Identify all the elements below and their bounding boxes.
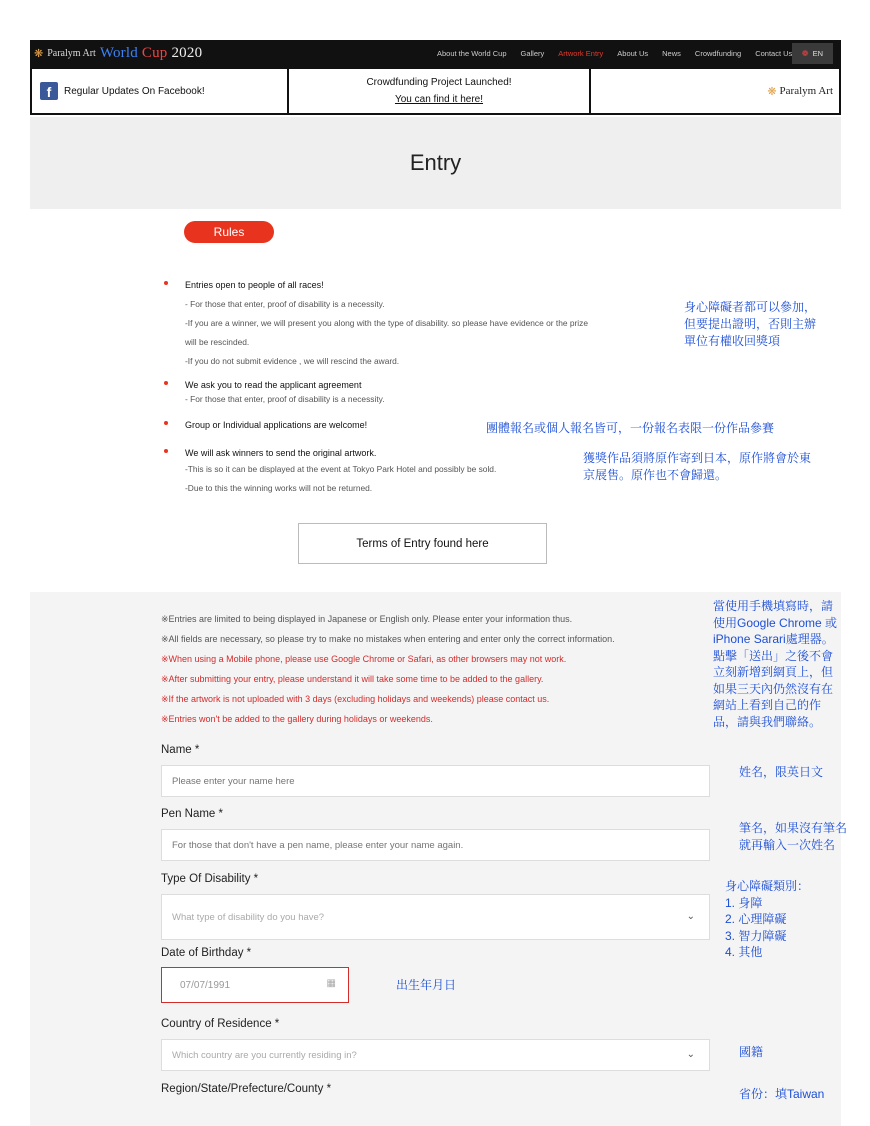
annotation-mobile: 當使用手機填寫時，請 使用Google Chrome 或 iPhone Sarari處理器。 點擊「送出」之後不會 立刻新增到網頁上，但 如果三天內仍然沒有在 網站上看到自己的作 品，請與我們聯絡。: [713, 599, 838, 729]
brand-logo[interactable]: [591, 69, 839, 113]
form-instructions: [161, 609, 615, 729]
annotation-pen-name: 筆名，如果沒有筆名 就再輸入一次姓名: [739, 821, 848, 852]
disability-select[interactable]: [161, 894, 710, 940]
instruction-line: ※Entries are limited to being displayed in Japanese or English only. Please enter your information thus.: [161, 614, 573, 624]
crowdfunding-link[interactable]: You can find it here!: [394, 94, 484, 105]
annotation-country: 國籍: [739, 1045, 764, 1059]
disability-select-value: What type of disability do you have?: [172, 911, 325, 923]
bullet-icon: [164, 421, 168, 425]
rule-detail: -This is so it can be displayed at the event at Tokyo Park Hotel and possibly be sold. -Due to this the winning works will not be returned.: [185, 464, 497, 493]
chevron-down-icon: ⌄: [686, 911, 695, 922]
rule-heading: Entries open to people of all races!: [185, 280, 324, 290]
page-header: [30, 117, 841, 209]
rule-detail: - For those that enter, proof of disability is a necessity.: [185, 394, 385, 404]
country-select-value: Which country are you currently residing in?: [172, 1049, 357, 1061]
page-title: Entry: [409, 150, 462, 175]
pen-name-input[interactable]: [172, 840, 709, 851]
pen-name-field-wrapper: [161, 829, 710, 861]
site-logo[interactable]: [30, 45, 202, 62]
language-label: EN: [812, 49, 823, 58]
announcement-banner: [30, 67, 841, 115]
birthday-value: 07/07/1991: [180, 979, 231, 991]
japan-flag-icon: ❁: [801, 49, 809, 58]
birthday-input[interactable]: [161, 967, 349, 1003]
language-switch[interactable]: [792, 43, 833, 64]
instruction-line: ※All fields are necessary, so please try to make no mistakes when entering and enter only the correct information.: [161, 634, 615, 644]
nav-link-crowdfunding[interactable]: Crowdfunding: [694, 49, 742, 58]
bullet-icon: [164, 449, 168, 453]
rule-heading: Group or Individual applications are welcome!: [185, 420, 368, 430]
instruction-line-warning: ※When using a Mobile phone, please use Google Chrome or Safari, as other browsers may not work.: [161, 654, 567, 664]
annotation-disability: 身心障礙類別： 1. 身障 2. 心理障礙 3. 智力障礙 4. 其他: [725, 879, 810, 959]
disability-label: Type Of Disability *: [161, 873, 259, 885]
country-label: Country of Residence *: [161, 1018, 280, 1030]
crowdfunding-notice: [289, 69, 591, 113]
chevron-down-icon: ⌄: [686, 1049, 695, 1060]
annotation-name: 姓名，限英日文: [739, 765, 824, 779]
name-label: Name *: [161, 744, 200, 756]
paralym-art-icon: ❋: [767, 85, 777, 98]
rule-item: [170, 380, 385, 409]
terms-of-entry-button[interactable]: Terms of Entry found here: [298, 523, 547, 564]
annotation-rule1: 身心障礙者都可以參加， 但要提出證明，否則主辦 單位有權收回獎項: [684, 300, 817, 348]
nav-link-about-us[interactable]: About Us: [617, 49, 649, 58]
annotation-birthday: 出生年月日: [396, 978, 457, 992]
name-input[interactable]: [172, 776, 709, 787]
rules-badge: Rules: [184, 221, 274, 243]
annotation-region: 省份：填Taiwan: [739, 1087, 825, 1101]
annotation-rule4: 獲獎作品須將原作寄到日本，原作將會於東 京展售。原作也不會歸還。: [583, 451, 812, 482]
rule-heading: We will ask winners to send the original artwork.: [185, 448, 377, 458]
birthday-label: Date of Birthday *: [161, 947, 252, 959]
nav-link-contact-us[interactable]: Contact Us: [755, 49, 793, 58]
instruction-line-warning: ※Entries won't be added to the gallery during holidays or weekends.: [161, 714, 433, 724]
nav-link-artwork-entry[interactable]: Artwork Entry: [558, 49, 604, 58]
nav-link-gallery[interactable]: Gallery: [520, 49, 545, 58]
facebook-text: Regular Updates On Facebook!: [64, 85, 205, 97]
rule-item: [170, 280, 588, 371]
rule-item: [170, 448, 496, 498]
rule-item: [170, 420, 367, 430]
calendar-icon: ▦: [326, 978, 336, 989]
nav-link-about-world-cup[interactable]: About the World Cup: [437, 49, 507, 58]
logo-title: World Cup 2020: [99, 45, 203, 61]
nav-links: [430, 40, 799, 67]
pen-name-label: Pen Name *: [161, 808, 224, 820]
bullet-icon: [164, 281, 168, 285]
rule-heading: We ask you to read the applicant agreement: [185, 380, 362, 390]
instruction-line-warning: ※If the artwork is not uploaded with 3 days (excluding holidays and weekends) please contact us.: [161, 694, 550, 704]
nav-link-news[interactable]: News: [662, 49, 681, 58]
instruction-line-warning: ※After submitting your entry, please understand it will take some time to be added to the gallery.: [161, 674, 544, 684]
facebook-icon: f: [40, 82, 58, 100]
country-select[interactable]: [161, 1039, 710, 1071]
paralym-art-logo-icon: ❋: [34, 48, 44, 60]
top-nav: [30, 40, 841, 67]
bullet-icon: [164, 381, 168, 385]
crowdfunding-title: Crowdfunding Project Launched!: [366, 77, 512, 88]
facebook-link[interactable]: [32, 69, 289, 113]
rule-detail: - For those that enter, proof of disability is a necessity. -If you are a winner, we will present you along with the type of disability. so please have evidence or the prize will be rescinded. -If you do not submit evidence , we will rescind the award.: [185, 299, 588, 366]
logo-brand-text: Paralym Art: [47, 48, 96, 59]
brand-name: Paralym Art: [779, 85, 833, 97]
name-field-wrapper: [161, 765, 710, 797]
region-label: Region/State/Prefecture/County *: [161, 1083, 332, 1095]
annotation-rule3: 團體報名或個人報名皆可，一份報名表限一份作品參賽: [486, 421, 775, 435]
